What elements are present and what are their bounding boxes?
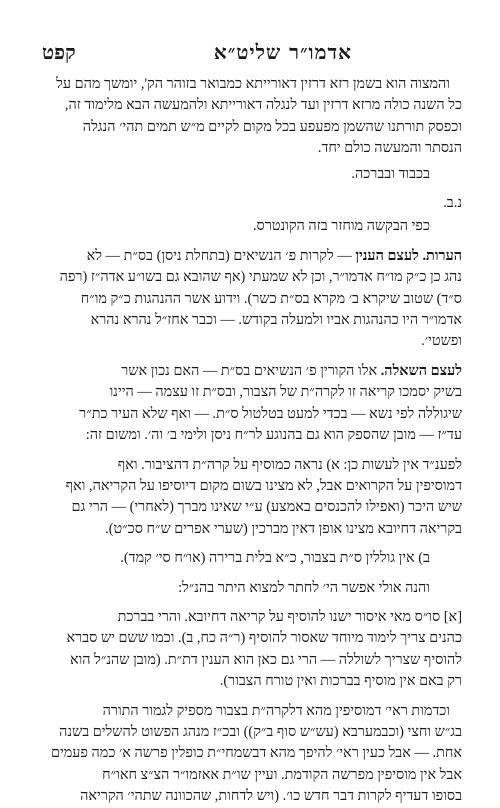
paragraph-proof bbox=[42, 701, 462, 808]
text-line: רק באם אין מוסיף בברכות ואין טורח הצבור). bbox=[219, 673, 462, 690]
paragraph-notes bbox=[42, 246, 462, 353]
section-lead: הערות. לעצם הענין bbox=[355, 247, 462, 264]
text-line: [א] סו״ס מאי איסור ישנו להוסיף על קריאה דחיובא. והרי בברכת bbox=[117, 608, 462, 625]
text-line: בשיק יסמכו קריאה זו לקרה״ת של הצבור, ובס״ת זו עצמה — היינו bbox=[109, 384, 462, 401]
text-line: דמוסיפין על הקרואים אבל, לא מצינו בשום מקום דיוסיפו על הקריאה, ואף bbox=[65, 477, 462, 494]
header-title: אדמו״ר שליט״א bbox=[213, 40, 352, 64]
text-line: בסופו דעדיף לקרות דבר חדש כו׳. (ויש לדחות, שהכוונה שתהי׳ הקריאה bbox=[80, 788, 462, 805]
text-line: וכפסק תורתנו שהשמן מפעפע בכל מקום לקיים מ״ש תמים תהי׳ הנגלה bbox=[82, 118, 462, 135]
text-line: לפענ״ד אין לעשות כן: א) נראה כמוסיף על קרה״ת דהציבור. ואף bbox=[117, 456, 462, 473]
text-line: אבל אין מוסיפין מפרשה הקודמת. ועיין שו״ת אאזמו״ר הצ״צ חאו״ח bbox=[102, 766, 462, 783]
nb-text: כפי הבקשה מוחזר בזה הקונטרס. bbox=[252, 218, 430, 235]
text-line: בג״ש וחצי (וכבמערבא (עש״ש סוף ב״ק)) ובכ״ז מנהג הפשוט להשלים בשנה bbox=[59, 723, 462, 740]
page-number: קפט bbox=[42, 40, 76, 64]
nb-label: נ.ב. bbox=[443, 195, 462, 212]
closing-line: בכבוד ובברכה. bbox=[351, 165, 430, 182]
paragraph-perhaps: והנה אולי אפשר הי׳ לחתר למצוא היתר בהנ״ל: bbox=[178, 579, 430, 596]
paragraph-1 bbox=[42, 74, 462, 160]
paragraph-answer bbox=[42, 455, 462, 541]
page-body bbox=[42, 74, 462, 808]
text-line: ס״ד) שטוב שיקרא ב׳ מקרא בס״ת כשר). וידוע אשר ההנהגות כ״ק מו״ח bbox=[80, 290, 462, 307]
paragraph-point-a bbox=[42, 607, 462, 693]
text-line: בקריאה דחיובא מצינו אופן דאין מברכין (שערי אפרים ש״ח סכ״ט). bbox=[105, 520, 462, 537]
text-line: נהג כן כ״ק מו״ח אדמו״ר, וכן לא שמעתי (אף שהובא גם בשו״ע אדה״ז (רפה bbox=[59, 269, 462, 286]
paragraph-point-b: ב) אין גוללין ס״ת בצבור, כ״א בלית ברירה (או״ח סי׳ קמד). bbox=[120, 550, 430, 567]
text-line: אחת. — אבל כעין ראי׳ להיפך מהא דבשמחי״ת כופלין פרשה א׳ כמה פעמים bbox=[50, 745, 462, 762]
text-line: וכדמות ראי׳ דמוסיפין מהא דלקרה״ת בצבור מספיק לגמור התורה bbox=[102, 702, 450, 719]
paragraph-question bbox=[42, 361, 462, 447]
text-line: כל השנה כולה מרזא דרזין ועד לנגלה דאורייתא ולהמעשה הבא מלימוד זה, bbox=[64, 97, 462, 114]
section-lead: לעצם השאלה. bbox=[380, 362, 462, 379]
text-line: כהנים צריך לימוד מיוחד שאסור להוסיף (ר״ה כח, ב). וכמו ששם יש סברא bbox=[66, 630, 462, 647]
running-header bbox=[42, 40, 462, 74]
text-line: והמצוה הוא בשמן רזא דרזין דאורייתא כמבואר בזוהר הק', יומשך מהם על bbox=[56, 76, 450, 92]
text-line: שיגוללה לפי נשא — בכדי למעט בטלטול ס״ת. — ואף שלא העיר כת״ר bbox=[79, 405, 462, 422]
text-line: עד״ז — מובן שהספק הוא גם בהנוגע לר״ח ניסן ולימי ב׳ וה׳. ומשום זה: bbox=[85, 427, 462, 444]
text-line: להוסיף שצריך לשוללה — הרי גם כאן הוא הענין דת״ת. (מובן שהנ״ל הוא bbox=[69, 651, 462, 668]
text-line: ופשטי׳. bbox=[421, 333, 462, 350]
text-line-lead bbox=[42, 361, 462, 382]
text-line: אדמו״ר היו כהנהגות אביו ולמעלה בקודש. — וכבר אחז״ל נהרא נהרא bbox=[90, 312, 462, 329]
text-span: — לקרות פ׳ הנשיאים (בתחלת ניסן) בס״ת — לא bbox=[86, 247, 356, 264]
text-span: אלו הקורין פ׳ הנשיאים בס״ת — האם נכון אשר bbox=[121, 362, 381, 379]
text-line-lead bbox=[42, 246, 462, 267]
text-line: שיש היכר (ואפילו להכנסים באמצע) ע״י שאינו מברך (לאחרי) — הרי גם bbox=[71, 499, 462, 516]
text-line: הנסתר והמעשה כולם יחד. bbox=[317, 140, 462, 157]
